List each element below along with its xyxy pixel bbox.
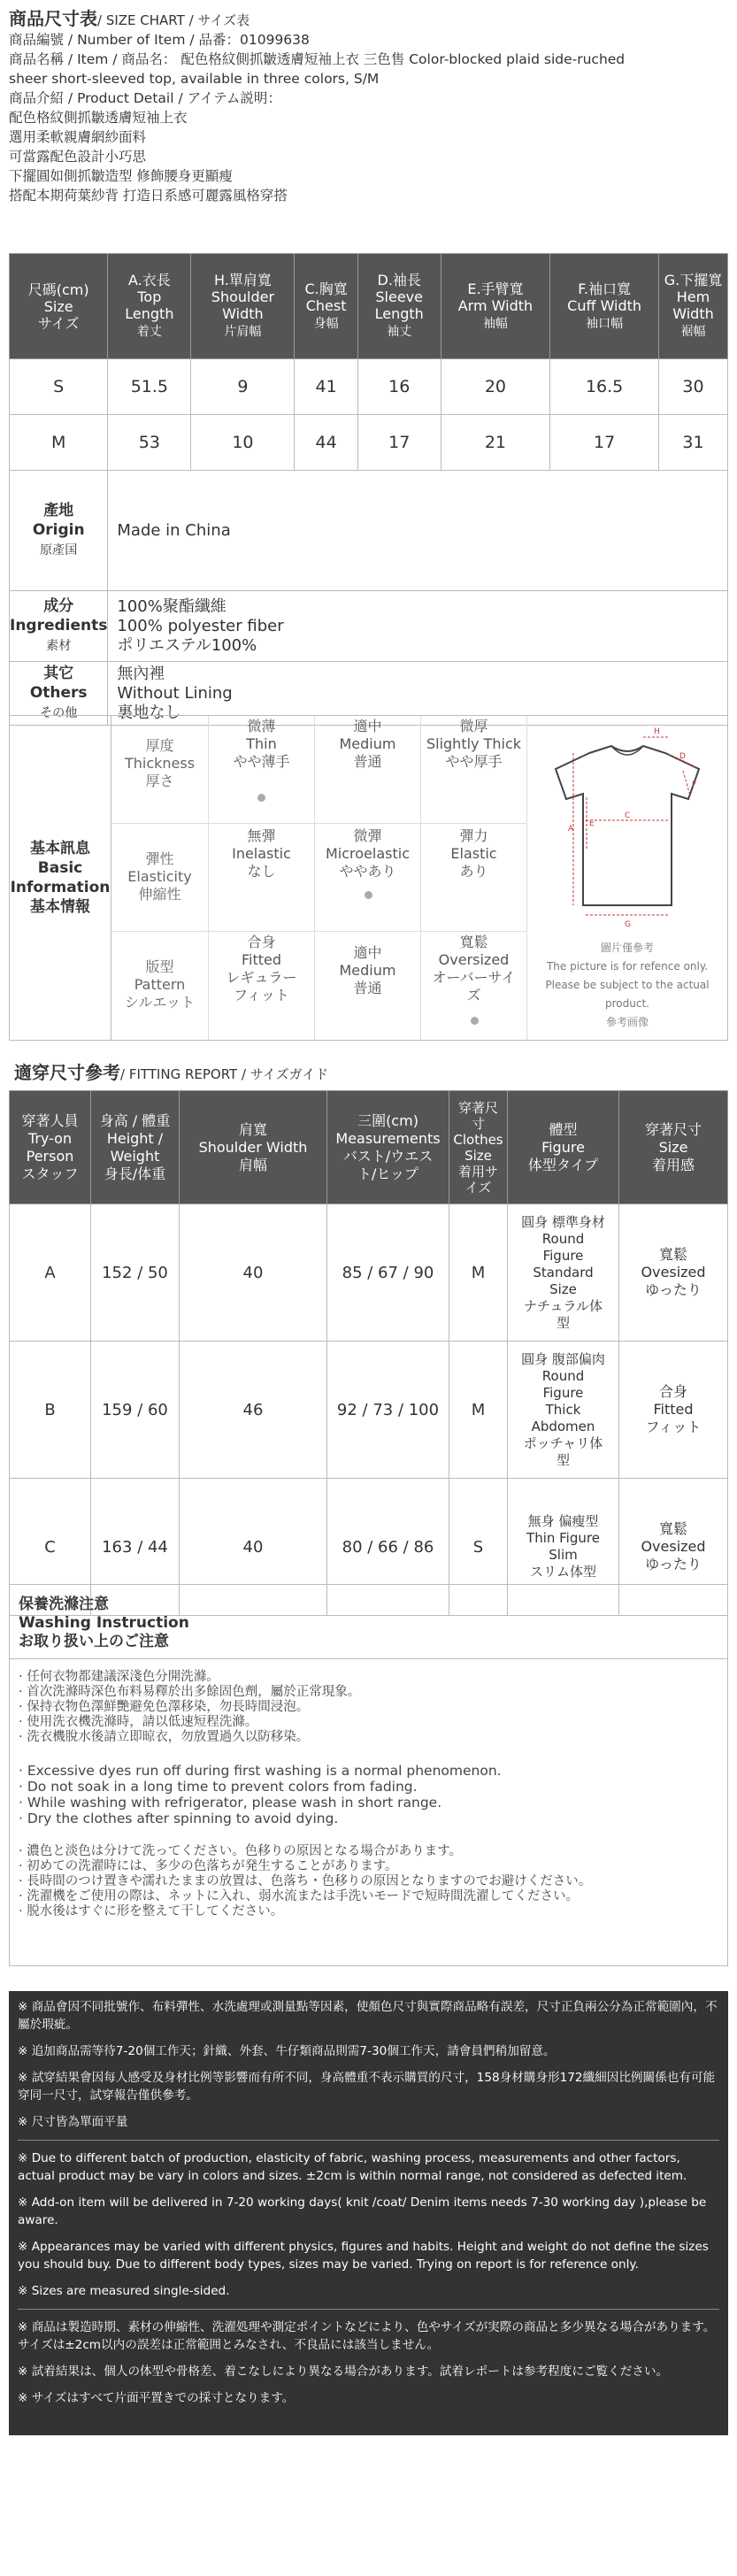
washing-item: · Do not soak in a long time to prevent colors from fading. bbox=[19, 1779, 418, 1795]
pattern-selected-dot bbox=[471, 1017, 479, 1025]
size-cell: 53 bbox=[108, 415, 191, 471]
garment-diagram bbox=[527, 716, 727, 1040]
size-row-s bbox=[10, 359, 728, 415]
fit-shoulder: 40 bbox=[180, 1204, 327, 1342]
basic-info-panel bbox=[9, 715, 728, 1041]
thickness-selected-dot bbox=[257, 794, 265, 802]
elasticity-option-micro: 微彈 Microelastic ややあり bbox=[315, 824, 421, 932]
size-cell: M bbox=[10, 415, 108, 471]
header-chest: C.胸寬 Chest 身幅 bbox=[295, 254, 357, 359]
washing-item: · 初めての洗濯時には、多少の色落ちが発生することがあります。 bbox=[19, 1859, 398, 1873]
size-cell: 17 bbox=[550, 415, 659, 471]
header-top-length: A.衣長 Top Length 着丈 bbox=[108, 254, 191, 359]
svg-text:F: F bbox=[692, 780, 697, 789]
fitting-table-header bbox=[10, 1091, 728, 1204]
detail-line: 下擺圓如側抓皺造型 修飾腰身更顯瘦 bbox=[9, 168, 233, 184]
header-size: 尺碼(cm) Size サイズ bbox=[10, 254, 108, 359]
fit-height-weight: 152 / 50 bbox=[91, 1204, 180, 1342]
size-cell: 16 bbox=[357, 359, 441, 415]
detail-line: 配色格紋側抓皺透膚短袖上衣 bbox=[9, 110, 188, 126]
ingredients-label: 成分 Ingredients 素材 bbox=[10, 591, 108, 662]
size-cell: 17 bbox=[357, 415, 441, 471]
item-name-line2: sheer short-sleeved top, available in three colors, S/M bbox=[9, 71, 380, 87]
pattern-label: 版型 Pattern シルエット bbox=[111, 932, 209, 1040]
washing-item: · 首次洗滌時深色布料易釋於出多餘固色劑，屬於正常現象。 bbox=[19, 1685, 361, 1699]
origin-label: 產地 Origin 原產国 bbox=[10, 471, 108, 591]
washing-item: · Dry the clothes after spinning to avoid dying. bbox=[19, 1811, 339, 1826]
fitting-table bbox=[9, 1090, 728, 1616]
pattern-option-medium: 適中 Medium 普通 bbox=[315, 932, 421, 1040]
washing-item: · 脱水後はすぐに形を整えて干してください。 bbox=[19, 1904, 284, 1919]
size-cell: 9 bbox=[191, 359, 295, 415]
fit-person: C bbox=[10, 1479, 91, 1616]
elasticity-option-inelastic: 無彈 Inelastic なし bbox=[209, 824, 315, 932]
size-cell: 10 bbox=[191, 415, 295, 471]
washing-list bbox=[10, 1659, 727, 1930]
washing-item: · While washing with refrigerator, please wash in short range. bbox=[19, 1795, 442, 1811]
header-height-weight: 身高 / 體重 Height / Weight 身長/体重 bbox=[91, 1091, 180, 1204]
washing-item: · 洗濯機をご使用の際は、ネットに入れ、弱水流または手洗いモードで短時間洗濯してください。 bbox=[19, 1889, 580, 1903]
svg-text:H: H bbox=[654, 727, 660, 736]
header-arm-width: E.手臂寬 Arm Width 袖幅 bbox=[441, 254, 549, 359]
fit-measurements: 92 / 73 / 100 bbox=[327, 1342, 449, 1479]
header-clothes-size: 穿著尺 寸 Clothes Size 着用サ イズ bbox=[449, 1091, 508, 1204]
size-cell: 16.5 bbox=[550, 359, 659, 415]
ingredients-row bbox=[10, 591, 728, 662]
ingredients-value: 100%聚酯纖維 100% polyester fiber ポリエステル100% bbox=[108, 591, 728, 662]
washing-item: · Excessive dyes run off during first washing is a normal phenomenon. bbox=[19, 1763, 502, 1779]
washing-item: · 任何衣物都建議深淺色分開洗滌。 bbox=[19, 1670, 219, 1684]
others-value: 無內裡 Without Lining 裏地なし bbox=[108, 662, 728, 726]
washing-item: · 使用洗衣機洗滌時，請以低速短程洗滌。 bbox=[19, 1715, 258, 1729]
size-table bbox=[9, 253, 728, 726]
fit-height-weight: 159 / 60 bbox=[91, 1342, 180, 1479]
notice-item: ※ 商品は製造時期、素材の伸縮性、洗濯処理や測定ポイントなどにより、色やサイズが実際の商品と多少異なる場合があります。サイズは±2cm以内の誤差は正常範囲とみなされ、不良品には該当しません。 bbox=[18, 2320, 716, 2352]
notice-item: ※ 尺寸皆為單面平量 bbox=[18, 2115, 128, 2129]
header-hem-width: G.下擺寬 Hem Width 裾幅 bbox=[659, 254, 728, 359]
fit-height-weight: 163 / 44 bbox=[91, 1479, 180, 1616]
diagram-caption: 圖片僅參考 The picture is for refence only. Please be subject to the actual product. 參考画像 bbox=[545, 942, 710, 1028]
others-label: 其它 Others その他 bbox=[10, 662, 108, 726]
fit-size: M bbox=[449, 1204, 508, 1342]
header-sleeve-length: D.袖長 Sleeve Length 袖丈 bbox=[357, 254, 441, 359]
size-chart-title: 商品尺寸表/ SIZE CHART / サイズ表 bbox=[9, 8, 250, 29]
size-cell: S bbox=[10, 359, 108, 415]
pattern-option-fitted: 合身 Fitted レギュラー フィット bbox=[209, 932, 315, 1040]
header-fit: 穿著尺寸 Size 着用感 bbox=[619, 1091, 728, 1204]
size-cell: 44 bbox=[295, 415, 357, 471]
size-cell: 31 bbox=[659, 415, 728, 471]
detail-line: 可當露配色設計小巧思 bbox=[9, 149, 147, 165]
washing-title: 保養洗滌注意 Washing Instruction お取り扱い上のご注意 bbox=[10, 1585, 727, 1659]
header-shoulder: 肩寬 Shoulder Width 肩幅 bbox=[180, 1091, 327, 1204]
fit-feel: 合身 Fitted フィット bbox=[619, 1342, 728, 1479]
fit-feel: 寬鬆 Ovesized ゆったり bbox=[619, 1204, 728, 1342]
tshirt-measurement-icon bbox=[527, 716, 727, 937]
product-header bbox=[0, 0, 737, 205]
svg-text:A: A bbox=[568, 825, 574, 834]
fit-figure: 圓身 標準身材 Round Figure Standard Size ナチュラル体 型 bbox=[508, 1204, 619, 1342]
size-cell: 30 bbox=[659, 359, 728, 415]
notice-item: ※ 試穿結果會因每人感受及身材比例等影響而有所不同，身高體重不表示購買的尺寸，158身材購身形172纖細因比例關係也有可能穿同一尺寸，試穿報告僅供參考。 bbox=[18, 2071, 716, 2103]
fit-shoulder: 40 bbox=[180, 1479, 327, 1616]
detail-line: 搭配本期荷葉紗背 打造日系感可麗露風格穿搭 bbox=[9, 188, 288, 204]
elasticity-option-elastic: 彈力 Elastic あり bbox=[421, 824, 527, 932]
elasticity-label: 彈性 Elasticity 伸縮性 bbox=[111, 824, 209, 932]
size-table-header bbox=[10, 254, 728, 359]
washing-item: · 保持衣物色澤鮮艷避免色澤移染，勿長時間浸泡。 bbox=[19, 1700, 310, 1714]
size-cell: 20 bbox=[441, 359, 549, 415]
size-cell: 41 bbox=[295, 359, 357, 415]
origin-row bbox=[10, 471, 728, 591]
fit-shoulder: 46 bbox=[180, 1342, 327, 1479]
notice-item: ※ Sizes are measured single-sided. bbox=[18, 2284, 230, 2298]
pattern-option-oversized: 寬鬆 Oversized オーバーサイ ズ bbox=[421, 932, 527, 1040]
fit-person: A bbox=[10, 1204, 91, 1342]
header-measurements: 三圍(cm) Measurements バスト/ウエス ト/ヒップ bbox=[327, 1091, 449, 1204]
fit-size: M bbox=[449, 1342, 508, 1479]
fit-measurements: 80 / 66 / 86 bbox=[327, 1479, 449, 1616]
divider bbox=[18, 2309, 719, 2310]
notice-item: ※ Add-on item will be delivered in 7-20 working days( knit /coat/ Denim items needs 7-30 working day ),please be aware. bbox=[18, 2195, 707, 2227]
basic-info-label: 基本訊息 Basic Information 基本情報 bbox=[10, 716, 111, 1040]
fitting-row-b bbox=[10, 1342, 728, 1479]
notice-item: ※ 商品會因不同批號作、布料彈性、水洗處理或測量點等因素，使顏色尺寸與實際商品略有誤差，尺寸正負兩公分為正常範圍內，不屬於瑕疵。 bbox=[18, 2000, 718, 2032]
thickness-label: 厚度 Thickness 厚さ bbox=[111, 716, 209, 824]
washing-item: · 長時間のつけ置きや濡れたままの放置は、色落ち・色移りの原因となりますのでお避けください。 bbox=[19, 1874, 592, 1888]
fitting-row-a bbox=[10, 1204, 728, 1342]
notice-item: ※ Appearances may be varied with different physics, figures and habits. Height and weight do not define the sizes you should buy. Due to different body types, sizes may be varied. Trying on report is for reference only. bbox=[18, 2240, 709, 2272]
thickness-option-thin: 微薄 Thin やや薄手 bbox=[209, 716, 315, 824]
item-number: 商品編號 / Number of Item / 品番：01099638 bbox=[9, 32, 310, 48]
svg-text:G: G bbox=[625, 920, 631, 929]
elasticity-selected-dot bbox=[365, 891, 372, 899]
header-shoulder-width: H.單肩寬 Shoulder Width 片肩幅 bbox=[191, 254, 295, 359]
fit-person: B bbox=[10, 1342, 91, 1479]
size-cell: 51.5 bbox=[108, 359, 191, 415]
fit-feel: 寬鬆 Ovesized ゆったり bbox=[619, 1479, 728, 1616]
svg-text:D: D bbox=[679, 752, 686, 761]
header-person: 穿著人員 Try-on Person スタッフ bbox=[10, 1091, 91, 1204]
thickness-option-thick: 微厚 Slightly Thick やや厚手 bbox=[421, 716, 527, 824]
header-figure: 體型 Figure 体型タイプ bbox=[508, 1091, 619, 1204]
notice-item: ※ サイズはすべて片面平置きでの採寸となります。 bbox=[18, 2391, 295, 2405]
fit-measurements: 85 / 67 / 90 bbox=[327, 1204, 449, 1342]
washing-instruction-panel bbox=[9, 1584, 728, 1966]
fit-figure: 無身 偏瘦型 Thin Figure Slim スリム体型 bbox=[508, 1479, 619, 1616]
divider bbox=[18, 2140, 719, 2141]
origin-value: Made in China bbox=[108, 471, 728, 591]
washing-item: · 洗衣機脫水後請立即晾衣，勿放置過久以防移染。 bbox=[19, 1730, 310, 1744]
notice-panel bbox=[9, 1991, 728, 2435]
notice-item: ※ 追加商品需等待7-20個工作天；針織、外套、牛仔類商品則需7-30個工作天，請會員們稍加留意。 bbox=[18, 2044, 556, 2058]
thickness-option-medium: 適中 Medium 普通 bbox=[315, 716, 421, 824]
svg-text:E: E bbox=[589, 819, 595, 828]
washing-item: · 濃色と淡色は分けて洗ってください。色移りの原因となる場合があります。 bbox=[19, 1844, 463, 1858]
fit-figure: 圓身 腹部偏肉 Round Figure Thick Abdomen ポッチャリ体 型 bbox=[508, 1342, 619, 1479]
detail-line: 選用柔軟親膚網紗面料 bbox=[9, 129, 147, 145]
svg-text:C: C bbox=[625, 811, 631, 820]
notice-item: ※ 試着結果は、個人の体型や骨格差、着こなしにより異なる場合があります。試着レポートは参考程度にご覧ください。 bbox=[18, 2365, 669, 2379]
detail-title: 商品介紹 / Product Detail / アイテム説明： bbox=[9, 90, 281, 106]
notice-item: ※ Due to different batch of production, elasticity of fabric, washing process, measurements and other factors, actual product may be vary in colors and sizes. ±2cm is within normal range, not considered as defected item. bbox=[18, 2151, 687, 2183]
fitting-report-title: 適穿尺寸參考/ FITTING REPORT / サイズガイド bbox=[14, 1062, 329, 1083]
item-name: 商品名稱 / Item / 商品名： 配色格紋側抓皺透膚短袖上衣 三色售 Color-blocked plaid side-ruched bbox=[9, 51, 626, 67]
size-row-m bbox=[10, 415, 728, 471]
fit-size: S bbox=[449, 1479, 508, 1616]
header-cuff-width: F.袖口寬 Cuff Width 袖口幅 bbox=[550, 254, 659, 359]
size-cell: 21 bbox=[441, 415, 549, 471]
